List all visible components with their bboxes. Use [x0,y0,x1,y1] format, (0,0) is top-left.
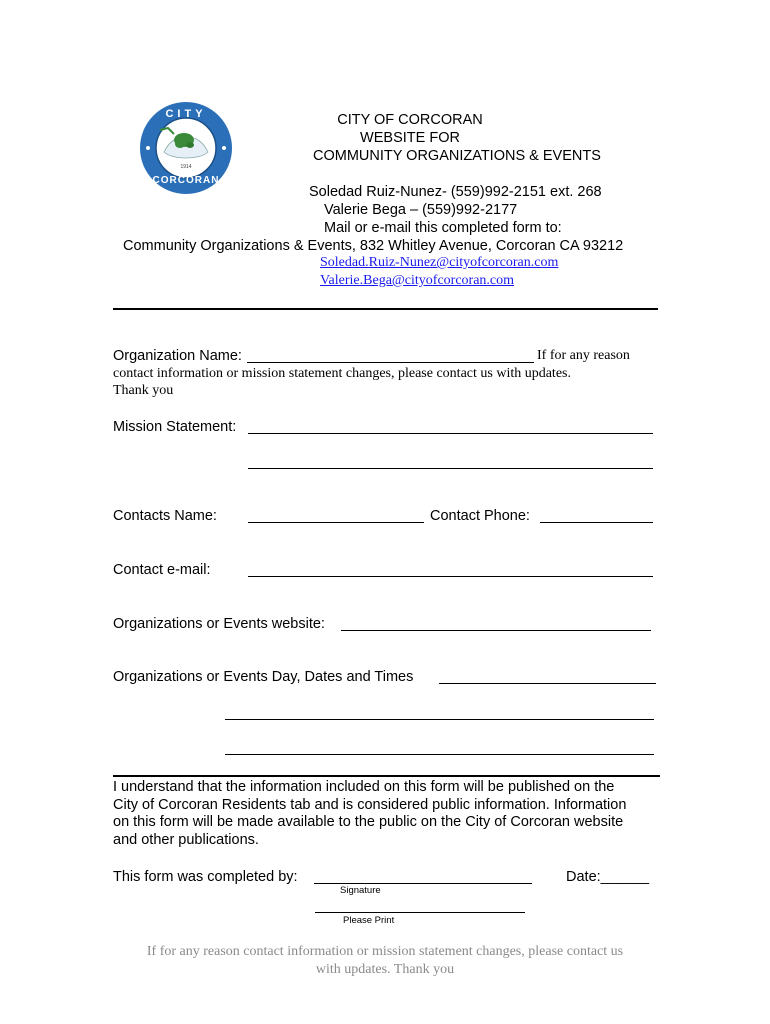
contact-phone-field[interactable] [540,522,653,523]
org-note-line3: Thank you [113,383,174,398]
footer-line-2: with updates. Thank you [315,962,455,977]
dates-times-field-1[interactable] [439,683,656,684]
disclaimer-line-2: City of Corcoran Residents tab and is considered public information. Information [113,796,627,813]
contacts-name-label: Contacts Name: [113,508,217,524]
signature-field[interactable] [314,883,532,884]
title-line-2: WEBSITE FOR [360,130,460,146]
contacts-name-field[interactable] [248,522,424,523]
footer-line-1: If for any reason contact information or mission statement changes, please contact us [146,944,624,959]
signature-caption: Signature [340,885,381,896]
seal-text-bottom: CORCORAN [152,175,220,186]
dates-times-field-2[interactable] [225,719,654,720]
contact-soledad: Soledad Ruiz-Nunez- (559)992-2151 ext. 268 [309,184,602,200]
website-field[interactable] [341,630,651,631]
disclaimer-line-4: and other publications. [113,831,259,848]
disclaimer-line-1: I understand that the information included on this form will be published on the [113,779,615,795]
mission-statement-label: Mission Statement: [113,419,237,435]
contact-email-label: Contact e-mail: [113,562,211,578]
mission-statement-field-2[interactable] [248,468,653,469]
mission-statement-field-1[interactable] [248,433,653,434]
org-name-label: Organization Name: [113,348,242,364]
org-note-line2: contact information or mission statement changes, please contact us with updates. [113,366,571,381]
header-divider [113,308,658,310]
footer-note [85,943,685,979]
email-link-soledad[interactable]: Soledad.Ruiz-Nunez@cityofcorcoran.com [320,255,559,270]
org-note-inline: If for any reason [537,348,630,363]
disclaimer-divider [113,775,660,777]
date-label: Date:______ [566,869,650,885]
mailing-address: Community Organizations & Events, 832 Whitley Avenue, Corcoran CA 93212 [123,238,624,254]
print-caption: Please Print [343,915,395,926]
seal-text-top: CITY OF [165,108,207,132]
mail-instruction: Mail or e-mail this completed form to: [324,220,562,236]
contact-email-field[interactable] [248,576,653,577]
dates-times-field-3[interactable] [225,754,654,755]
dates-times-label: Organizations or Events Day, Dates and Times [113,669,414,685]
print-name-field[interactable] [315,912,525,913]
title-line-1: CITY OF CORCORAN [337,112,483,128]
title-line-3: COMMUNITY ORGANIZATIONS & EVENTS [313,148,601,164]
website-label: Organizations or Events website: [113,616,325,632]
contact-phone-label: Contact Phone: [430,508,530,524]
disclaimer-text [113,779,626,849]
org-name-field[interactable] [247,362,534,363]
seal-year: 1914 [180,164,192,170]
contact-valerie: Valerie Bega – (559)992-2177 [324,202,518,218]
completed-by-label: This form was completed by: [113,869,298,885]
email-link-valerie[interactable]: Valerie.Bega@cityofcorcoran.com [320,273,515,288]
disclaimer-line-3: on this form will be made available to the public on the City of Corcoran website [113,814,624,830]
city-seal-logo [138,100,234,196]
